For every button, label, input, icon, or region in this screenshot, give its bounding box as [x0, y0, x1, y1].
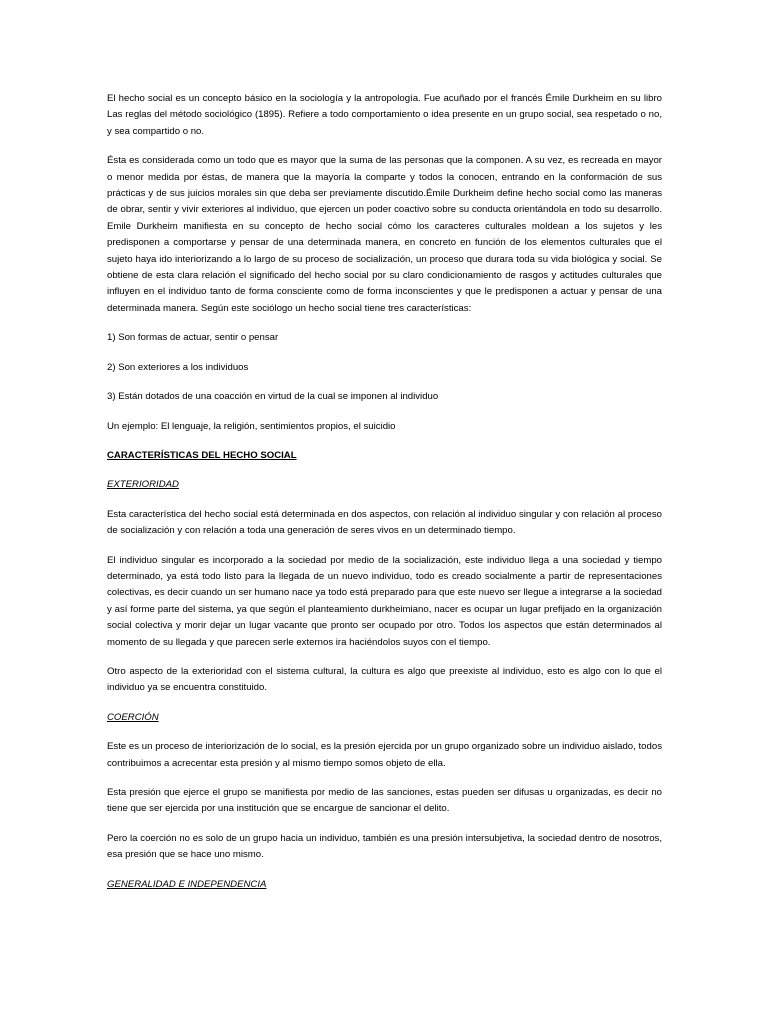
coercion-heading: COERCIÓN: [107, 711, 159, 723]
list-item-2: 2) Son exteriores a los individuos: [107, 361, 249, 373]
document-page: [107, 91, 662, 906]
exterioridad-heading: EXTERIORIDAD: [107, 479, 179, 491]
generalidad-heading: GENERALIDAD E INDEPENDENCIA: [107, 878, 267, 890]
coercion-paragraph-3: Pero la coerción no es solo de un grupo hacia un individuo, también es una presión intersubjetiva, la sociedad dentro de nosotros, esa presión que se hace uno mismo.: [107, 832, 662, 861]
section-heading: CARACTERÍSTICAS DEL HECHO SOCIAL: [107, 449, 297, 461]
coercion-paragraph-1: Este es un proceso de interiorización de lo social, es la presión ejercida por un grupo organizado sobre un individuo aislado, todos contribuimos a acrecentar esta presión y al mismo tiempo somos objeto de ella.: [107, 741, 662, 769]
list-item-1: 1) Son formas de actuar, sentir o pensar: [107, 332, 279, 344]
intro-paragraph-1: El hecho social es un concepto básico en la sociología y la antropología. Fue acuñado por el francés Émile Durkheim en su libro Las reglas del método sociológico (1895). Refiere a todo comportamiento o idea presente en un grupo social, sea respetado o no, y sea compartido o no.: [107, 93, 662, 137]
exterioridad-paragraph-2: El individuo singular es incorporado a la sociedad por medio de la socialización, este individuo llega a una sociedad y tiempo determinado, ya está todo listo para la llegada de un nuevo individuo, todo es creado socialmente a partir de representaciones colectivas, es decir cuando un ser humano nace ya todo está preparado para que este nuevo ser llegue a integrarse a la sociedad y así forme parte del sistema, ya que según el planteamiento durkheimiano, nacer es ocupar un lugar prefijado en la organización social colectiva y morir dejar un lugar vacante que pronto ser ocupado por otro. Todos los aspectos que están determinados al momento de su llegada y que parecen serle externos ira haciéndolos suyos con el tiempo.: [107, 554, 662, 648]
list-item-3: 3) Están dotados de una coacción en virtud de la cual se imponen al individuo: [107, 391, 439, 403]
example-line: Un ejemplo: El lenguaje, la religión, sentimientos propios, el suicidio: [107, 420, 396, 432]
exterioridad-paragraph-1: Esta característica del hecho social está determinada en dos aspectos, con relación al individuo singular y con relación al proceso de socialización y con relación a toda una generación de seres vivos en un determinado tiempo.: [107, 508, 662, 537]
exterioridad-paragraph-3: Otro aspecto de la exterioridad con el sistema cultural, la cultura es algo que preexiste al individuo, esto es algo con lo que el individuo ya se encuentra constituido.: [107, 665, 662, 694]
coercion-paragraph-2: Esta presión que ejerce el grupo se manifiesta por medio de las sanciones, estas pueden ser difusas u organizadas, es decir no tiene que ser ejercida por una institución que se encargue de sancionar el delito.: [107, 787, 662, 815]
intro-paragraph-2: Ésta es considerada como un todo que es mayor que la suma de las personas que la componen. A su vez, es recreada en mayor o menor medida por éstas, de manera que la mayoría la comparte y todos la conocen, entrando en la conformación de sus prácticas y de sus juicios morales sin que deba ser previamente discutido.Émile Durkheim define hecho social como las maneras de obrar, sentir y vivir exteriores al individuo, que ejercen un poder coactivo sobre su conducta orientándola en todo su desarrollo. Emile Durkheim manifiesta en su concepto de hecho social cómo los caracteres culturales moldean a los sujetos y les predisponen a comportarse y pensar de una determinada manera, en concreto en función de los elementos culturales que el sujeto haya ido interiorizando a lo largo de su proceso de socialización, un proceso que durara toda su vida biológica y social. Se obtiene de esta clara relación el significado del hecho social por su claro condicionamiento de rasgos y actitudes culturales que influyen en el individuo tanto de forma consciente como de forma inconscientes y que le predisponen a actuar y pensar de una determinada manera. Según este sociólogo un hecho social tiene tres características:: [107, 155, 662, 314]
